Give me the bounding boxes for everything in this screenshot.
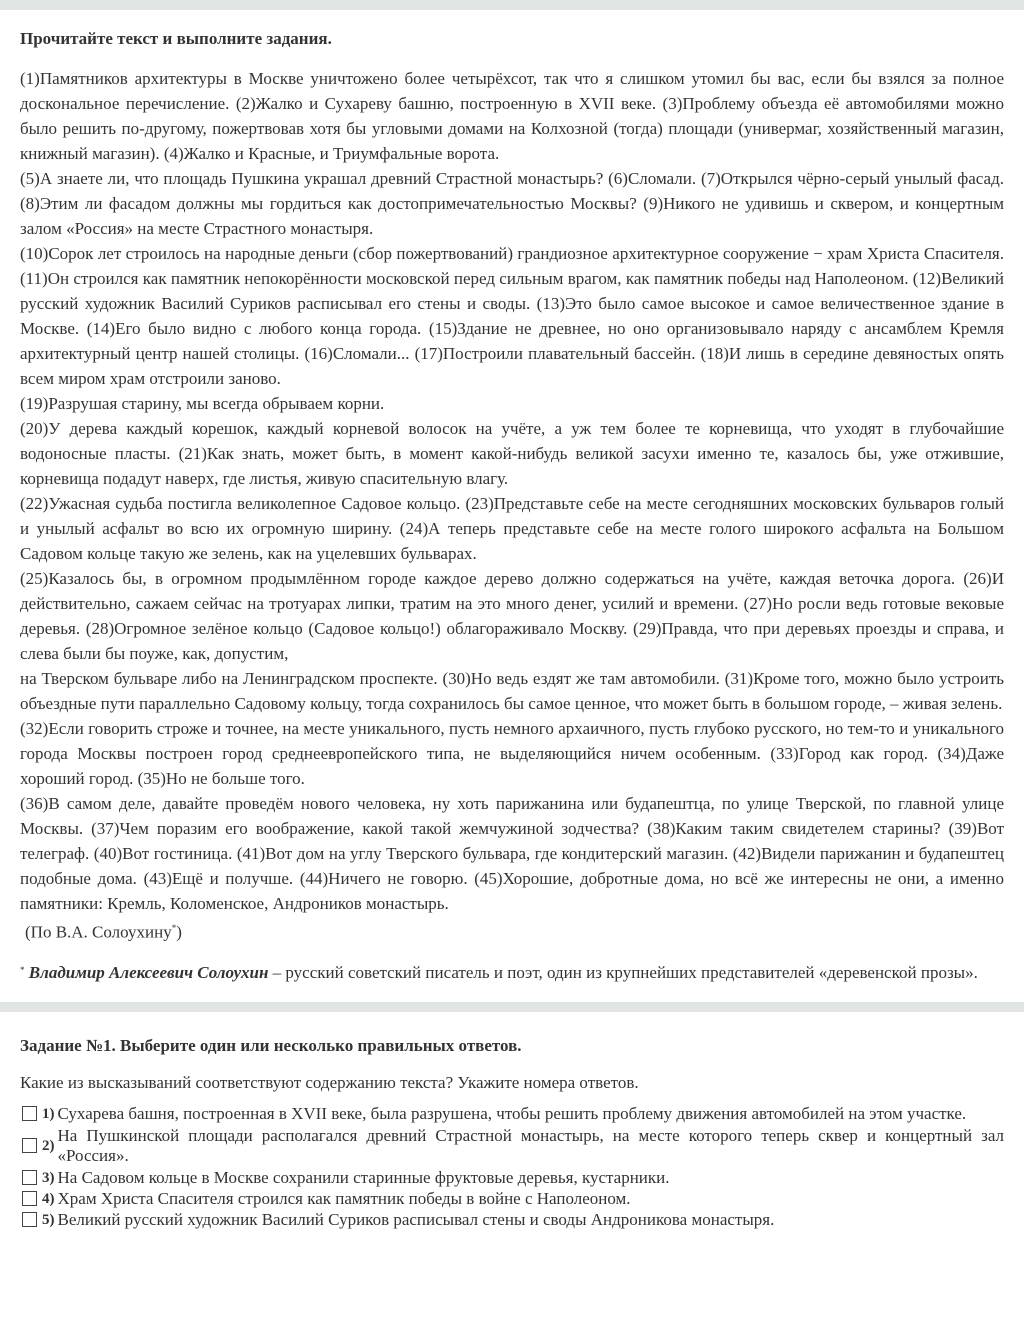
- source-close: ): [176, 922, 182, 942]
- footnote-marker: *: [171, 923, 177, 933]
- answer-options: [20, 1104, 1004, 1230]
- answer-checkbox[interactable]: [22, 1138, 37, 1153]
- option-number: 3): [42, 1169, 55, 1186]
- answer-checkbox[interactable]: [22, 1106, 37, 1121]
- answer-option[interactable]: [20, 1189, 1004, 1209]
- footnote: [20, 960, 1004, 985]
- reading-section: [0, 29, 1024, 985]
- paragraph: (20)У дерева каждый корешок, каждый корневой волосок на учёте, а уж тем более те корневища, что уходят в глубочайшие водоносные пласты. (21)Как знать, может быть, в момент какой-нибудь великой засухи именно те, казалось бы, уже отжившие, корневища подадут наверх, где листья, живую спасительную влагу.: [20, 419, 1004, 488]
- reading-heading: Прочитайте текст и выполните задания.: [20, 29, 332, 48]
- paragraph: (19)Разрушая старину, мы всегда обрываем корни.: [20, 394, 385, 413]
- footnote-text: – русский советский писатель и поэт, один из крупнейших представителей «деревенской прозы».: [268, 962, 978, 982]
- paragraph: (32)Если говорить строже и точнее, на месте уникального, пусть немного архаичного, пусть глубоко русского, но тем-то и уникального города Москвы построен город среднеевропейского типа, не выделяющийся ничем особенным. (33)Город как город. (34)Даже хороший город. (35)Но не больше того.: [20, 719, 1004, 788]
- answer-option[interactable]: [20, 1104, 1004, 1124]
- task-heading: Задание №1. Выберите один или несколько правильных ответов.: [20, 1035, 522, 1055]
- option-number: 5): [42, 1211, 55, 1228]
- answer-option[interactable]: [20, 1168, 1004, 1188]
- answer-checkbox[interactable]: [22, 1191, 37, 1206]
- option-text: На Садовом кольце в Москве сохранили старинные фруктовые деревья, кустарники.: [57, 1167, 670, 1187]
- top-divider-bar: [0, 0, 1024, 10]
- source-text: (По В.А. Солоухину: [25, 922, 172, 942]
- answer-checkbox[interactable]: [22, 1170, 37, 1185]
- paragraph: (5)А знаете ли, что площадь Пушкина украшал древний Страстной монастырь? (6)Сломали. (7)Открылся чёрно-серый унылый фасад. (8)Этим ли фасадом должны мы гордиться как достопримечательностью Москвы? (9)Никого не удивишь и сквером, и концертным залом «Россия» на месте Страстного монастыря.: [20, 169, 1004, 238]
- option-text: Великий русский художник Василий Суриков расписывал стены и своды Андроникова монастыря.: [57, 1209, 775, 1229]
- source-attribution: [25, 916, 1004, 945]
- option-text: Сухарева башня, построенная в XVII веке, была разрушена, чтобы решить проблему движения автомобилей на этом участке.: [57, 1103, 967, 1123]
- paragraph: (10)Сорок лет строилось на народные деньги (сбор пожертвований) грандиозное архитектурное сооружение − храм Христа Спасителя. (11)Он строился как памятник непокорённости московской перед сильным врагом, как памятник победы над Наполеоном. (12)Великий русский художник Василий Суриков расписывал его стены и своды. (13)Это было самое высокое и самое величественное здание в Москве. (14)Его было видно с любого конца города. (15)Здание не древнее, но оно организовывало наряду с ансамблем Кремля архитектурный центр нашей столицы. (16)Сломали... (17)Построили плавательный бассейн. (18)И лишь в середине девяностых опять всем миром храм отстроили заново.: [20, 244, 1004, 388]
- option-number: 2): [42, 1137, 55, 1154]
- option-text: Храм Христа Спасителя строился как памятник победы в войне с Наполеоном.: [57, 1188, 631, 1208]
- task-question: Какие из высказываний соответствуют содержанию текста? Укажите номера ответов.: [20, 1072, 639, 1092]
- option-text: На Пушкинской площади располагался древний Страстной монастырь, на месте которого теперь сквер и концертный зал «Россия».: [57, 1125, 1004, 1165]
- option-number: 1): [42, 1105, 55, 1122]
- paragraph: (36)В самом деле, давайте проведём нового человека, ну хоть парижанина или будапештца, по улице Тверской, по главной улице Москвы. (37)Чем поразим его воображение, какой такой жемчужиной зодчества? (38)Каким таким свидетелем старины? (39)Вот телеграф. (40)Вот гостиница. (41)Вот дом на углу Тверского бульвара, где кондитерский магазин. (42)Видели парижанин и будапештец подобные дома. (43)Ещё и получше. (44)Ничего не говорю. (45)Хорошие, добротные дома, но всё же интересны не они, а именно памятники: Кремль, Коломенское, Андроников монастырь.: [20, 794, 1004, 913]
- paragraph: (22)Ужасная судьба постигла великолепное Садовое кольцо. (23)Представьте себе на месте сегодняшних московских бульваров голый и унылый асфальт во всю их огромную ширину. (24)А теперь представьте себе на месте голого широкого асфальта на Большом Садовом кольце такую же зелень, как на уцелевших бульварах.: [20, 494, 1004, 563]
- paragraph: (1)Памятников архитектуры в Москве уничтожено более четырёхсот, так что я слишком утомил бы вас, если бы взялся за полное доскональное перечисление. (2)Жалко и Сухареву башню, построенную в XVII веке. (3)Проблему объезда её автомобилями можно было решить по-другому, пожертвовав хотя бы угловыми домами на Колхозной (тогда) площади (универмаг, хозяйственный магазин, книжный магазин). (4)Жалко и Красные, и Триумфальные ворота.: [20, 69, 1004, 163]
- footnote-star: *: [20, 964, 25, 975]
- paragraph: на Тверском бульваре либо на Ленинградском проспекте. (30)Но ведь ездят же там автомобили. (31)Кроме того, можно было устроить объездные пути параллельно Садовому кольцу, тогда сохранилось бы самое ценное, что может быть в большом городе, – живая зелень.: [20, 669, 1004, 713]
- answer-option[interactable]: [20, 1126, 1004, 1166]
- section-divider-bar: [0, 1002, 1024, 1012]
- answer-option[interactable]: [20, 1210, 1004, 1230]
- option-number: 4): [42, 1190, 55, 1207]
- paragraph: (25)Казалось бы, в огромном продымлённом городе каждое дерево должно содержаться на учёте, каждая веточка дорога. (26)И действительно, сажаем сейчас на тротуарах липки, тратим на это много денег, усилий и времени. (27)Но росли ведь готовые вековые деревья. (28)Огромное зелёное кольцо (Садовое кольцо!) облагораживало Москву. (29)Правда, что при деревьях проезды и справа, и слева были бы поуже, как, допустим,: [20, 569, 1004, 663]
- answer-checkbox[interactable]: [22, 1212, 37, 1227]
- footnote-author: Владимир Алексеевич Солоухин: [28, 962, 269, 982]
- reading-text: [20, 66, 1004, 945]
- task-section: [0, 1036, 1024, 1230]
